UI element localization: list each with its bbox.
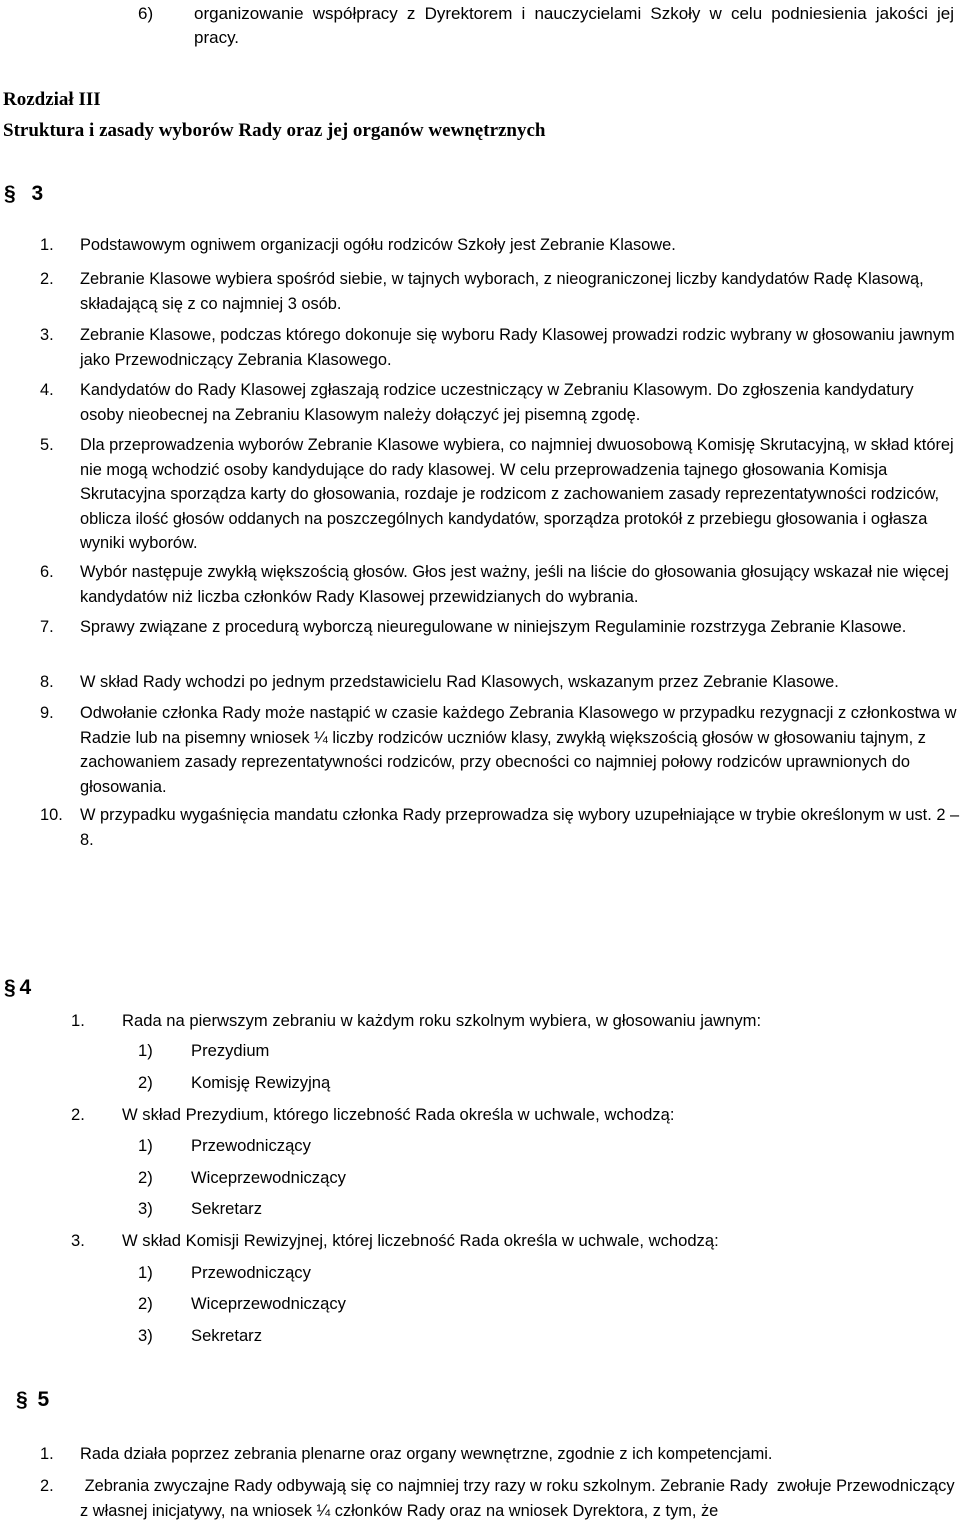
section-heading [16,1388,49,1412]
item-number: 3. [71,1231,85,1250]
item-number: 4. [40,381,54,399]
item-number: 9. [40,704,54,722]
sub-item-text: Przewodniczący [191,1136,311,1155]
item-text: W skład Rady wchodzi po jednym przedstawicielu Rad Klasowych, wskazanym przez Zebranie Klasowe. [80,673,839,691]
item-text: W skład Prezydium, którego liczebność Rada określa w uchwale, wchodzą: [122,1105,675,1124]
sub-item-number: 3) [138,1326,153,1345]
chapter-title: Rozdział III [3,89,101,110]
sub-item-text: Przewodniczący [191,1263,311,1282]
sub-item-text: Komisję Rewizyjną [191,1073,331,1092]
section-number: 5 [37,1388,50,1411]
sub-item-number: 1) [138,1041,153,1060]
sub-item-text: Prezydium [191,1041,270,1060]
sub-item-number: 2) [138,1168,153,1187]
item-number: 6. [40,563,54,581]
item-number: 1. [40,1445,54,1463]
item-text: Odwołanie członka Rady może nastąpić w czasie każdego Zebrania Klasowego w przypadku rezygnacji z członkostwa w Radzie lub na pisemny wniosek ¼ liczby rodziców uczniów klasy, zwykłą większością głosów w głosowaniu tajnym, z zachowaniem zasady reprezentatywności rodziców, przy obecności co najmniej połowy rodziców uprawnionych do głosowania. [80,704,957,796]
item-text: Sprawy związane z procedurą wyborczą nieuregulowane w niniejszym Regulaminie rozstrzyga Zebranie Klasowe. [80,618,907,636]
section-heading [4,182,43,206]
sub-item-number: 2) [138,1073,153,1092]
item-text: Wybór następuje zwykłą większością głosów. Głos jest ważny, jeśli na liście do głosowania głosujący wskazał nie więcej kandydatów niż liczba członków Rady Klasowej przewidzianych do wybrania. [80,563,949,606]
item-text: Podstawowym ogniwem organizacji ogółu rodziców Szkoły jest Zebranie Klasowe. [80,236,676,254]
section-sign: § [4,976,16,999]
item-text: Zebrania zwyczajne Rady odbywają się co najmniej trzy razy w roku szkolnym. Zebranie Rady zwołuje Przewodniczący z własnej inicjatywy, na wniosek ¼ członków Rady oraz na wniosek Dyrektora, z tym, że [80,1477,960,1520]
item-number: 5. [40,436,54,454]
section-heading [4,976,31,1000]
item-text: Kandydatów do Rady Klasowej zgłaszają rodzice uczestniczący w Zebraniu Klasowym. Do zgłoszenia kandydatury osoby nieobecnej na Zebraniu Klasowym należy dołączyć jej pisemną zgodę. [80,381,914,424]
item-text: W skład Komisji Rewizyjnej, której liczebność Rada określa w uchwale, wchodzą: [122,1231,719,1250]
item-number: 3. [40,326,54,344]
item-text: Dla przeprowadzenia wyborów Zebranie Klasowe wybiera, co najmniej dwuosobową Komisję Skrutacyjną, w skład której nie mogą wchodzić osoby kandydujące do rady klasowej. W celu przeprowadzenia tajnego głosowania Komisja Skrutacyjna sporządza karty do głosowania, rozdaje je rodzicom z zachowaniem zasady reprezentatywności rodziców, oblicza ilość głosów oddanych na poszczególnych kandydatów, sporządza protokół z przebiegu głosowania i ogłasza wyniki wyborów. [80,436,954,552]
item-text: organizowanie współpracy z Dyrektorem i nauczycielami Szkoły w celu podniesienia jakości jej pracy. [194,4,954,47]
sub-item-text: Sekretarz [191,1326,263,1345]
sub-item-text: Sekretarz [191,1199,263,1218]
section-sign: § [4,182,16,205]
sub-item-number: 2) [138,1294,153,1313]
section-sign: § [16,1388,28,1411]
sub-item-text: Wiceprzewodniczący [191,1294,346,1313]
section-number: 3 [31,182,44,205]
item-text: Zebranie Klasowe wybiera spośród siebie, w tajnych wyborach, z nieograniczonej liczby kandydatów Radę Klasową, składającą się z co najmniej 3 osób. [80,270,924,313]
item-number: 2. [40,1477,54,1495]
item-number: 7. [40,618,54,636]
item-text: Rada działa poprzez zebrania plenarne oraz organy wewnętrzne, zgodnie z ich kompetencjami. [80,1445,773,1463]
section-number: 4 [19,976,32,999]
item-text: Zebranie Klasowe, podczas którego dokonuje się wyboru Rady Klasowej prowadzi rodzic wybrany w głosowaniu jawnym jako Przewodniczący Zebrania Klasowego. [80,326,955,369]
item-number: 1. [71,1011,85,1030]
sub-item-number: 1) [138,1136,153,1155]
sub-item-number: 3) [138,1199,153,1218]
item-number: 2. [40,270,54,288]
item-number: 10. [40,806,63,824]
chapter-subtitle: Struktura i zasady wyborów Rady oraz jej organów wewnętrznych [3,120,546,141]
item-number: 6) [138,4,154,23]
sub-item-number: 1) [138,1263,153,1282]
item-text: Rada na pierwszym zebraniu w każdym roku szkolnym wybiera, w głosowaniu jawnym: [122,1011,762,1030]
sub-item-text: Wiceprzewodniczący [191,1168,346,1187]
item-number: 1. [40,236,54,254]
item-number: 2. [71,1105,85,1124]
item-text: W przypadku wygaśnięcia mandatu członka Rady przeprowadza się wybory uzupełniające w trybie określonym w ust. 2 – 8. [80,806,960,849]
item-number: 8. [40,673,54,691]
